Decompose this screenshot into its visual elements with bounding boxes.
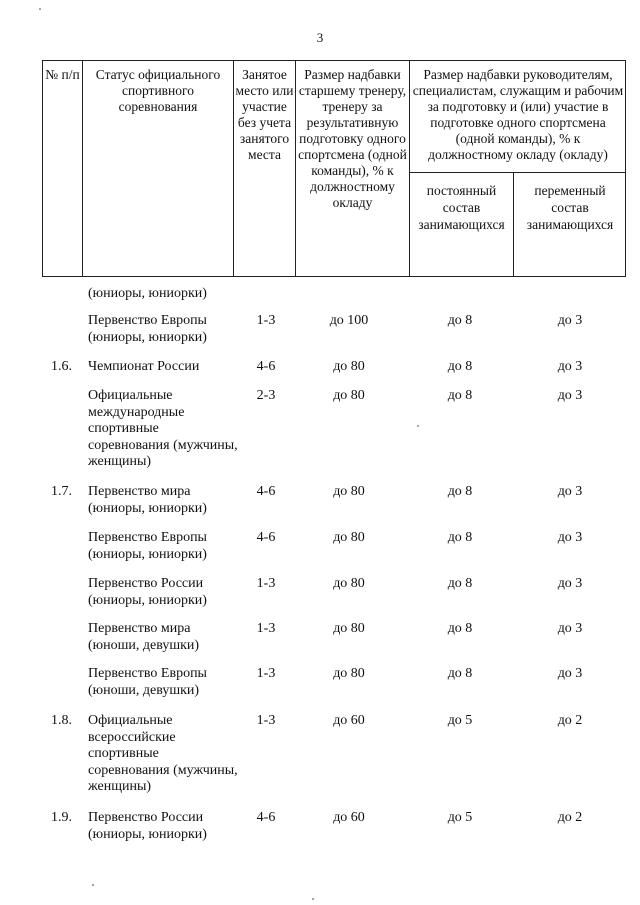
row-status: Первенство Европы (юниоры, юниорки)	[88, 530, 207, 562]
row-permanent: до 8	[447, 388, 473, 403]
scan-speck	[39, 8, 41, 10]
row-status: Первенство мира (юноши, девушки)	[88, 621, 200, 653]
row-num: 1.7.	[51, 484, 72, 499]
row-permanent: до 8	[447, 621, 473, 636]
row-variable: до 3	[557, 666, 583, 681]
row-variable: до 3	[557, 484, 583, 499]
row-status: Официальные всероссийские спортивные соревнования (мужчины, женщины)	[88, 713, 238, 794]
row-num: 1.8.	[51, 713, 72, 728]
row-variable: до 3	[557, 359, 583, 374]
row-variable: до 3	[557, 530, 583, 545]
row-coach: до 80	[333, 388, 365, 403]
row-place: 1-3	[256, 666, 276, 681]
row-permanent: до 8	[447, 359, 473, 374]
row-place: 1-3	[256, 576, 276, 591]
row-variable: до 3	[557, 576, 583, 591]
row-variable: до 3	[557, 313, 583, 328]
row-num: 1.6.	[51, 359, 72, 374]
header-bottom-border	[42, 276, 626, 277]
row-num: 1.9.	[51, 810, 72, 825]
row-status: (юниоры, юниорки)	[88, 286, 207, 301]
row-place: 4-6	[256, 530, 276, 545]
row-coach: до 80	[333, 530, 365, 545]
header-right-border	[625, 60, 626, 277]
scan-speck	[92, 884, 94, 886]
row-permanent: до 8	[447, 576, 473, 591]
row-place: 4-6	[256, 810, 276, 825]
row-permanent: до 8	[447, 484, 473, 499]
header-variable: переменный состав занимающихся	[513, 172, 626, 277]
row-permanent: до 8	[447, 530, 473, 545]
row-place: 1-3	[256, 713, 276, 728]
row-variable: до 3	[557, 388, 583, 403]
row-place: 4-6	[256, 484, 276, 499]
row-permanent: до 5	[447, 810, 473, 825]
header-status: Статус официального спортивного соревнования	[82, 60, 233, 277]
row-coach: до 80	[333, 359, 365, 374]
row-status: Первенство мира (юниоры, юниорки)	[88, 484, 207, 516]
row-place: 4-6	[256, 359, 276, 374]
row-status: Первенство Европы (юноши, девушки)	[88, 666, 207, 698]
table-header	[42, 60, 626, 277]
row-place: 1-3	[256, 313, 276, 328]
header-managers: Размер надбавки руководителям, специалистам, служащим и рабочим за подготовку и (или) участие в подготовке одного спортсмена (одной команды), % к должностному окладу (окладу)	[409, 60, 626, 172]
header-place: Занятое место или участие без учета занятого места	[233, 60, 295, 277]
row-place: 2-3	[256, 388, 276, 403]
row-permanent: до 5	[447, 713, 473, 728]
row-status: Чемпионат России	[88, 359, 200, 374]
row-permanent: до 8	[447, 666, 473, 681]
row-variable: до 2	[557, 713, 583, 728]
page-number: 3	[316, 30, 324, 45]
row-status: Первенство России (юниоры, юниорки)	[88, 810, 207, 842]
scan-speck	[417, 425, 419, 427]
row-status: Первенство Европы (юниоры, юниорки)	[88, 313, 207, 345]
row-coach: до 80	[333, 666, 365, 681]
row-variable: до 3	[557, 621, 583, 636]
row-coach: до 60	[333, 810, 365, 825]
row-status: Официальные международные спортивные соревнования (мужчины, женщины)	[88, 388, 238, 469]
header-permanent: постоянный состав занимающихся	[409, 172, 513, 277]
header-num: № п/п	[42, 60, 82, 277]
header-coach: Размер надбавки старшему тренеру, тренеру за результативную подготовку одного спортсмена (одной команды), % к должностному окладу	[295, 60, 409, 277]
row-coach: до 80	[333, 621, 365, 636]
row-permanent: до 8	[447, 313, 473, 328]
row-variable: до 2	[557, 810, 583, 825]
row-status: Первенство России (юниоры, юниорки)	[88, 576, 207, 608]
row-coach: до 80	[333, 576, 365, 591]
scan-speck	[312, 898, 314, 900]
row-place: 1-3	[256, 621, 276, 636]
row-coach: до 80	[333, 484, 365, 499]
row-coach: до 100	[329, 313, 369, 328]
row-coach: до 60	[333, 713, 365, 728]
